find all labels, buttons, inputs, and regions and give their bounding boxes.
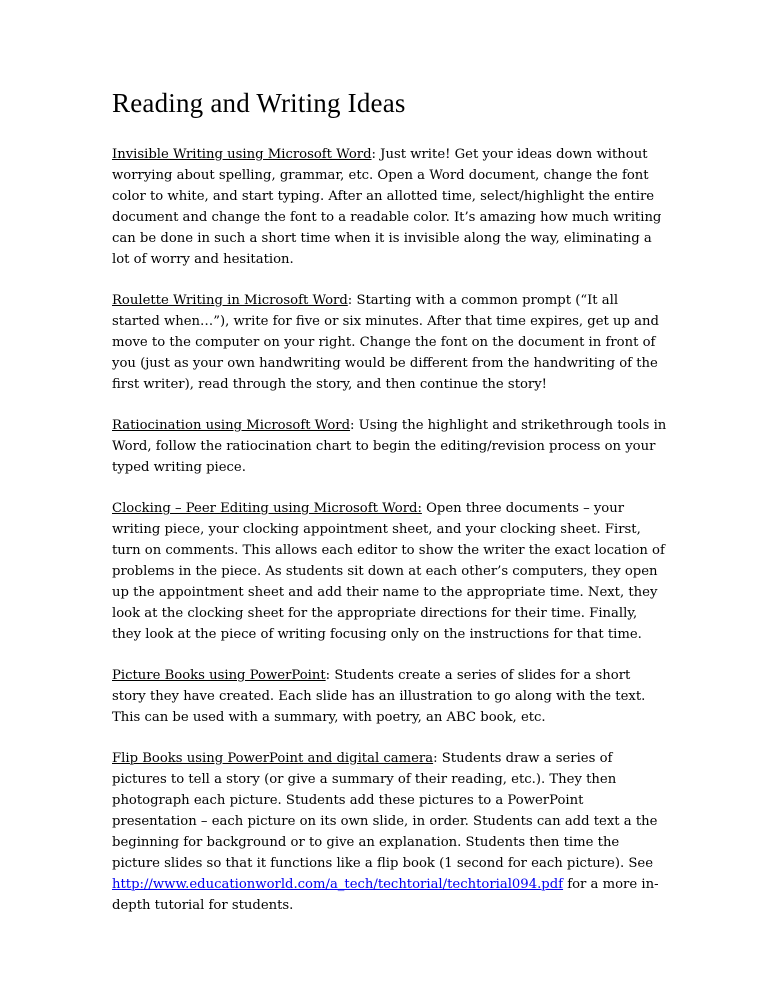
- tutorial-link[interactable]: http://www.educationworld.com/a_tech/techtorial/techtorial094.pdf: [112, 877, 564, 892]
- section-body: Students draw a series of pictures to tell a story (or give a summary of their reading, etc.). They then photograph each picture. Students add these pictures to a PowerPoint presentation – each picture on its own slide, in order. Students can add text a the beginning for background or to give an explanation. Students then time the picture slides so that it functions like a flip book (1 second for each picture). See: [112, 751, 658, 871]
- section-body: Just write! Get your ideas down without worrying about spelling, grammar, etc. Open a Word document, change the font color to white, and start typing. After an allotted time, select/highlight the entire document and change the font to a readable color. It’s amazing how much writing can be done in such a short time when it is invisible along the way, eliminating a lot of worry and hesitation.: [112, 147, 662, 267]
- section-separator: :: [347, 293, 357, 308]
- section-heading: Invisible Writing using Microsoft Word: [112, 147, 372, 162]
- section-heading: Clocking – Peer Editing using Microsoft Word:: [112, 501, 422, 516]
- section-invisible-writing: [112, 144, 668, 270]
- section-separator: :: [325, 668, 335, 683]
- page-title: Reading and Writing Ideas: [112, 88, 406, 118]
- section-ratiocination: [112, 415, 668, 478]
- section-separator: :: [433, 751, 442, 766]
- section-separator: :: [350, 418, 359, 433]
- section-body: Open three documents – your writing piece, your clocking appointment sheet, and your clocking sheet. First, turn on comments. This allows each editor to show the writer the exact location of problems in the piece. As students sit down at each other’s computers, they open up the appointment sheet and add their name to the appropriate time. Next, they look at the clocking sheet for the appropriate directions for their time. Finally, they look at the piece of writing focusing only on the instructions for that time.: [112, 501, 665, 642]
- document-page: [112, 86, 668, 936]
- section-picture-books: [112, 665, 668, 728]
- section-body: Starting with a common prompt (“It all started when…”), write for five or six minutes. After that time expires, get up and move to the computer on your right. Change the font on the document in front of you (just as your own handwriting would be different from the handwriting of the first writer), read through the story, and then continue the story!: [112, 293, 659, 392]
- section-roulette-writing: [112, 290, 668, 395]
- section-heading: Ratiocination using Microsoft Word: [112, 418, 351, 433]
- section-heading: Flip Books using PowerPoint and digital camera: [112, 751, 434, 766]
- section-clocking: [112, 498, 668, 645]
- section-heading: Picture Books using PowerPoint: [112, 668, 326, 683]
- section-body: Using the highlight and strikethrough tools in Word, follow the ratiocination chart to begin the editing/revision process on your typed writing piece.: [112, 418, 667, 475]
- section-body-after-link: for a more in-depth tutorial for students.: [112, 877, 659, 913]
- section-body: Students create a series of slides for a short story they have created. Each slide has an illustration to go along with the text. This can be used with a summary, with poetry, an ABC book, etc.: [112, 668, 646, 725]
- section-flip-books: [112, 748, 668, 916]
- section-separator: :: [371, 147, 381, 162]
- section-heading: Roulette Writing in Microsoft Word: [112, 293, 348, 308]
